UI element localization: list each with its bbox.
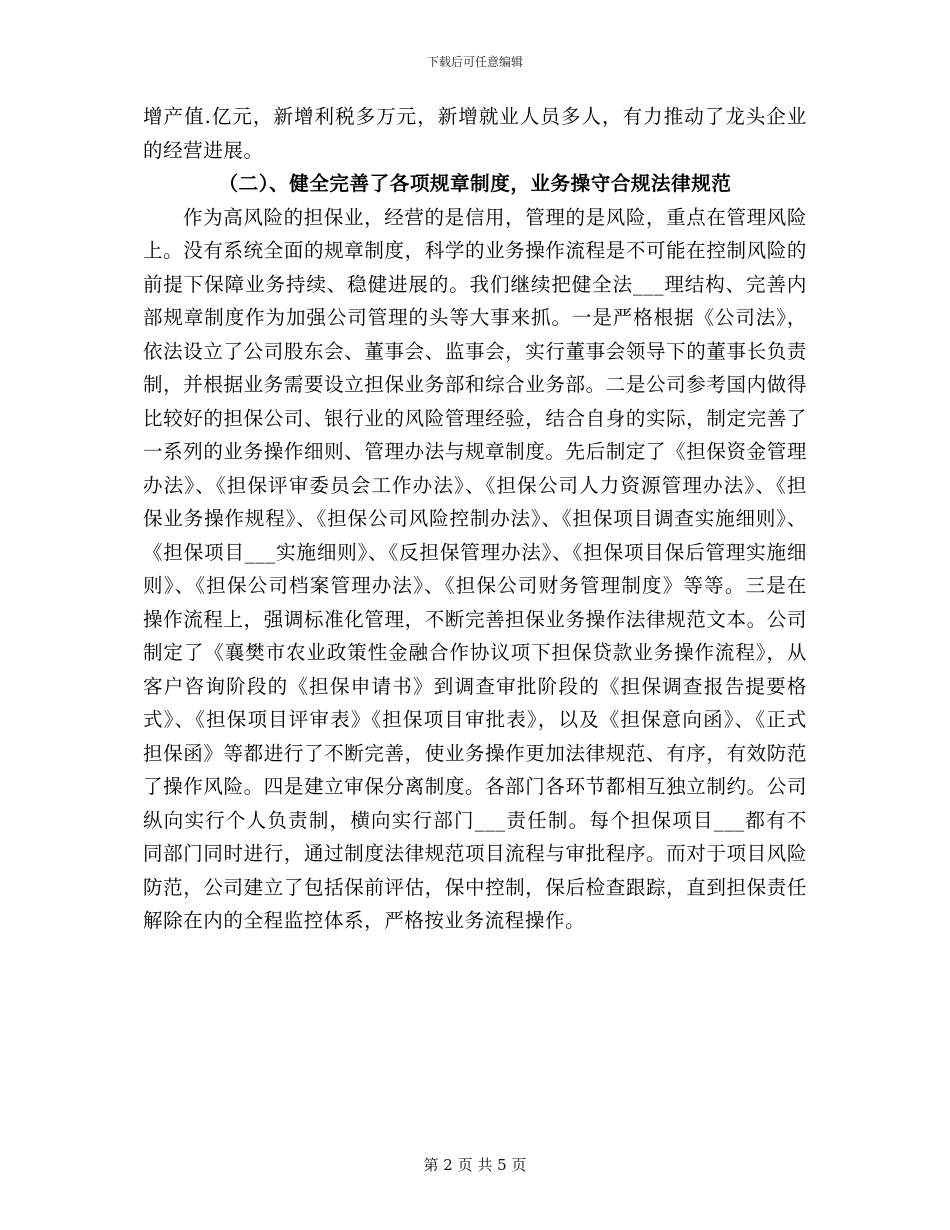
main-paragraph: 作为高风险的担保业，经营的是信用，管理的是风险，重点在管理风险上。没有系统全面的规章制度，科学的业务操作流程是不可能在控制风险的前提下保障业务持续、稳健进展的。我们继续把健全法___理结构、完善内部规章制度作为加强公司管理的头等大事来抓。一是严格根据《公司法》，依法设立了公司股东会、董事会、监事会，实行董事会领导下的董事长负责制，并根据业务需要设立担保业务部和综合业务部。二是公司参考国内做得比较好的担保公司、银行业的风险管理经验，结合自身的实际，制定完善了一系列的业务操作细则、管理办法与规章制度。先后制定了《担保资金管理办法》、《担保评审委员会工作办法》、《担保公司人力资源管理办法》、《担保业务操作规程》、《担保公司风险控制办法》、《担保项目调查实施细则》、《担保项目___实施细则》、《反担保管理办法》、《担保项目保后管理实施细则》、《担保公司档案管理办法》、《担保公司财务管理制度》等等。三是在操作流程上，强调标准化管理，不断完善担保业务操作法律规范文本。公司制定了《襄樊市农业政策性金融合作协议项下担保贷款业务操作流程》，从客户咨询阶段的《担保申请书》到调查审批阶段的《担保调查报告提要格式》、《担保项目评审表》《担保项目审批表》，以及《担保意向函》、《正式担保函》等都进行了不断完善，使业务操作更加法律规范、有序，有效防范了操作风险。四是建立审保分离制度。各部门各环节都相互独立制约。公司纵向实行个人负责制，横向实行部门___责任制。每个担保项目___都有不同部门同时进行，通过制度法律规范项目流程与审批程序。而对于项目风险防范，公司建立了包括保前评估，保中控制，保后检查跟踪，直到担保责任解除在内的全程监控体系，严格按业务流程操作。 <box>143 205 807 932</box>
page-header: 下载后可任意编辑 <box>426 55 523 69</box>
section-heading: （二）、健全完善了各项规章制度，业务操守合规法律规范 <box>218 172 732 195</box>
page-number-footer: 第 2 页 共 5 页 <box>423 1156 527 1174</box>
intro-paragraph: 增产值.亿元，新增利税多万元，新增就业人员多人，有力推动了龙头企业的经营进展。 <box>143 105 807 162</box>
document-body <box>143 100 807 938</box>
